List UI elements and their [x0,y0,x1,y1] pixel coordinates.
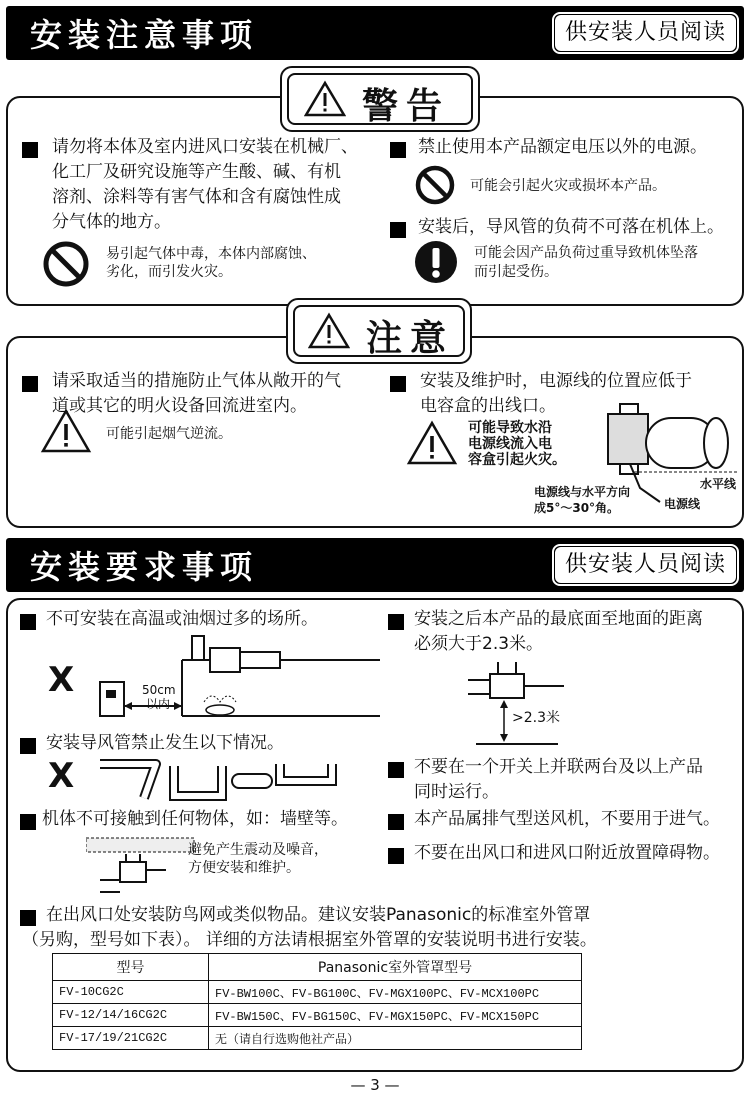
height-label: >2.3米 [512,710,560,726]
table-header-row [53,954,582,981]
requirement-bird-net-line2: （另购，型号如下表）。 详细的方法请根据室外管罩的安装说明书进行安装。 [22,930,597,950]
caution-item2-line1: 安装及维护时，电源线的位置应低于 [420,371,692,391]
angle-note-line2: 成5°～30°角。 [534,501,620,515]
wall-clearance-diagram [86,836,196,900]
caution-item1-note: 可能引起烟气逆流。 [106,426,232,442]
bullet-square [20,614,36,630]
caution-banner [286,298,472,364]
caution-item1-line1: 请采取适当的措施防止气体从敞开的气 [52,371,341,391]
warning-banner-text: 警告 [362,86,451,127]
requirement-parallel-line1: 不要在一个开关上并联两台及以上产品 [414,757,703,777]
caution-item2-note-line1: 可能导致水沿 [468,420,552,436]
requirement-no-contact-note-line1: 避免产生震动及噪音， [188,842,328,858]
requirement-no-high-temp: 不可安装在高温或油烟过多的场所。 [46,609,318,629]
requirement-no-contact: 机体不可接触到任何物体，如：墙壁等。 [42,809,348,829]
bullet-square [390,222,406,238]
bullet-square [22,376,38,392]
distance-label-line2: 以内 [146,697,171,711]
power-cable-label: 电源线 [664,497,701,511]
warning-item1-note-line1: 易引起气体中毒，本体内部腐蚀、 [106,246,316,262]
warning-item1-note-line2: 劣化，而引发火灾。 [106,264,232,280]
prohibited-icon [414,164,456,206]
table-cell-hood: FV-BW100C、FV-BG100C、FV-MGX100PC、FV-MCX100PC [209,981,582,1004]
bullet-square [388,848,404,864]
bullet-square [388,762,404,778]
audience-tag: 供安装人员阅读 [555,547,736,583]
bullet-square [388,814,404,830]
warning-item1-line4: 分气体的地方。 [52,212,171,232]
bullet-square [20,738,36,754]
caution-triangle-icon [406,420,458,466]
section-title: 安装要求事项 [30,548,259,586]
bullet-square [22,142,38,158]
table-header-hood: Panasonic室外管罩型号 [209,954,582,981]
bullet-square [20,910,36,926]
table-cell-model: FV-12/14/16CG2C [53,1004,209,1027]
table-header-model: 型号 [53,954,209,981]
caution-item2-line2: 电容盒的出线口。 [420,396,556,416]
caution-item2-note-line3: 容盒引起火灾。 [468,452,566,468]
warning-item1-line2: 化工厂及研究设施等产生酸、碱、有机 [52,162,341,182]
high-temp-location-diagram [92,630,380,726]
bullet-square [388,614,404,630]
warning-item2-note: 可能会引起火灾或损坏本产品。 [470,178,666,194]
warning-triangle-icon [304,80,346,118]
requirement-duct-forbidden: 安装导风管禁止发生以下情况。 [46,733,284,753]
requirement-parallel-line2: 同时运行。 [414,782,499,802]
caution-item2-note-line2: 电源线流入电 [468,436,552,452]
table-row [53,981,582,1004]
forbidden-duct-shapes-diagram [96,756,342,806]
caution-triangle-icon [40,408,92,454]
prohibited-x-mark: X [48,756,75,796]
warning-item1-line3: 溶剂、涂料等有害气体和含有腐蚀性成 [52,187,341,207]
table-cell-model: FV-17/19/21CG2C [53,1027,209,1050]
mandatory-exclamation-icon [414,240,458,284]
angle-note-line1: 电源线与水平方向 [534,485,631,499]
mounting-height-diagram [468,660,568,746]
warning-item1-line1: 请勿将本体及室内进风口安装在机械厂、 [52,137,358,157]
prohibited-icon [42,240,90,288]
table-row [53,1004,582,1027]
page-number: — 3 — [350,1076,400,1094]
warning-item2-text: 禁止使用本产品额定电压以外的电源。 [418,137,707,157]
table-cell-hood: FV-BW150C、FV-BG150C、FV-MGX150PC、FV-MCX150PC [209,1004,582,1027]
requirement-no-contact-note-line2: 方便安装和维护。 [188,860,300,876]
requirement-height-line1: 安装之后本产品的最底面至地面的距离 [414,609,703,629]
table-cell-hood: 无（请自行选购他社产品） [209,1027,582,1050]
outdoor-hood-model-table [52,953,582,1050]
table-row [53,1027,582,1050]
section-title: 安装注意事项 [30,16,259,54]
requirement-exhaust-only: 本产品属排气型送风机，不要用于进气。 [414,809,720,829]
horizontal-line-label: 水平线 [700,477,737,491]
bullet-square [20,814,36,830]
bullet-square [390,376,406,392]
bullet-square [390,142,406,158]
warning-banner [280,66,480,132]
requirement-no-obstacles: 不要在出风口和进风口附近放置障碍物。 [414,843,720,863]
caution-triangle-icon [308,312,350,350]
warning-item3-text: 安装后，导风管的负荷不可落在机体上。 [418,217,724,237]
audience-tag: 供安装人员阅读 [555,15,736,51]
table-cell-model: FV-10CG2C [53,981,209,1004]
requirement-height-line2: 必须大于2.3米。 [414,634,544,654]
prohibited-x-mark: X [48,660,75,700]
requirement-bird-net-line1: 在出风口处安装防鸟网或类似物品。建议安装Panasonic的标准室外管罩 [46,905,591,925]
warning-item3-note-line1: 可能会因产品负荷过重导致机体坠落 [474,245,698,261]
warning-item3-note-line2: 而引起受伤。 [474,264,558,280]
distance-label-line1: 50cm [142,683,176,697]
caution-item1-line2: 道或其它的明火设备回流进室内。 [52,396,307,416]
section-header-requirements [6,538,744,592]
section-header-precautions [6,6,744,60]
caution-banner-text: 注意 [366,318,455,359]
